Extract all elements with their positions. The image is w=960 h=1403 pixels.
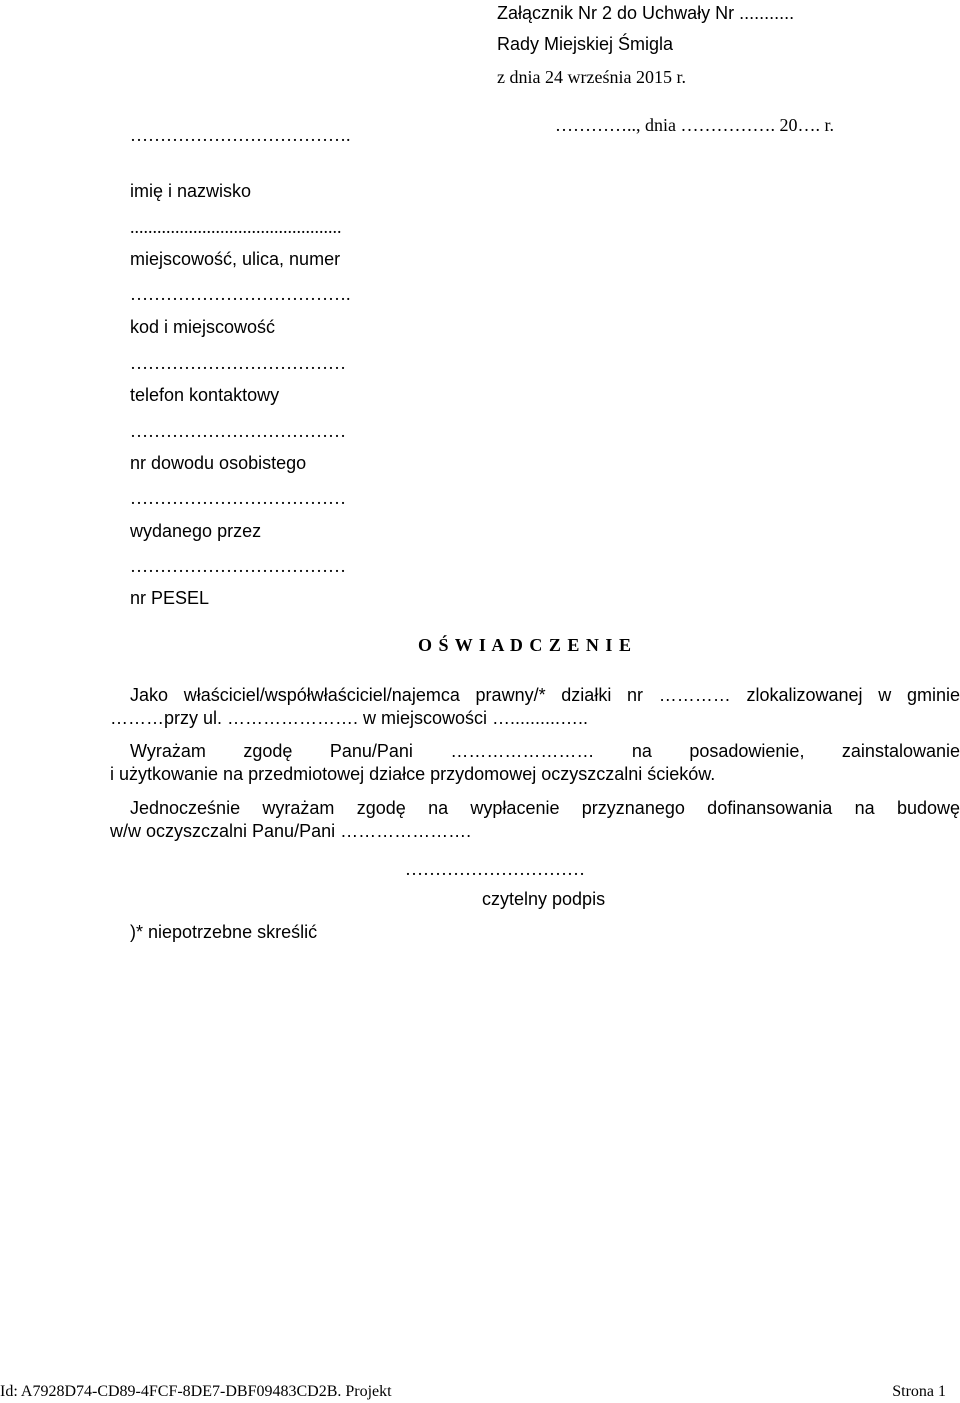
address-label: miejscowość, ulica, numer: [130, 249, 341, 269]
id-card-label: nr dowodu osobistego: [130, 453, 307, 473]
statement-p1-line1: Jako właściciel/współwłaściciel/najemca prawny/* działki nr ………… zlokalizowanej w gminie: [130, 685, 960, 705]
id-card-dots: ………………………………: [130, 421, 346, 441]
phone-label: telefon kontaktowy: [130, 385, 280, 405]
phone-dots: ………………………………: [130, 353, 346, 373]
name-dots: ……………………………….: [130, 125, 351, 145]
signature-label: czytelny podpis: [482, 889, 606, 909]
footer-page-number: Strona 1: [892, 1383, 946, 1400]
postcode-label: kod i miejscowość: [130, 317, 276, 337]
signature-dots: …………………………: [405, 859, 585, 879]
statement-p2-line2: i użytkowanie na przedmiotowej działce przydomowej oczyszczalni ścieków.: [110, 763, 716, 784]
statement-paragraph-1: [110, 684, 960, 729]
statement-paragraph-2: [110, 740, 960, 785]
footer-document-id: Id: A7928D74-CD89-4FCF-8DE7-DBF09483CD2B. Projekt: [0, 1383, 392, 1400]
statement-p1-line2: ………przy ul. …………………. w miejscowości …..........…..: [110, 707, 589, 728]
statement-paragraph-3: [110, 797, 960, 842]
header-resolution-line: Załącznik Nr 2 do Uchwały Nr ...........: [497, 3, 795, 23]
statement-p3-line1: Jednocześnie wyrażam zgodę na wypłacenie przyznanego dofinansowania na budowę: [130, 798, 960, 818]
header-date-line: z dnia 24 września 2015 r.: [497, 67, 686, 87]
pesel-dots: ………………………………: [130, 556, 346, 576]
issued-by-label: wydanego przez: [130, 521, 262, 541]
document-title: O Ś W I A D C Z E N I E: [418, 635, 632, 655]
issued-by-dots: ………………………………: [130, 488, 346, 508]
footnote: )* niepotrzebne skreślić: [130, 922, 318, 942]
place-date-line: ………….., dnia ……………. 20…. r.: [555, 115, 834, 135]
address-dots: ...............................................: [130, 217, 342, 237]
statement-p3-line2: w/w oczyszczalni Panu/Pani ………………….: [110, 820, 472, 841]
statement-p2-line1: Wyrażam zgodę Panu/Pani …………………… na posadowienie, zainstalowanie: [130, 741, 960, 761]
name-label: imię i nazwisko: [130, 181, 252, 201]
postcode-dots: ……………………………….: [130, 284, 351, 304]
pesel-label: nr PESEL: [130, 588, 210, 608]
header-council-line: Rady Miejskiej Śmigla: [497, 34, 674, 54]
